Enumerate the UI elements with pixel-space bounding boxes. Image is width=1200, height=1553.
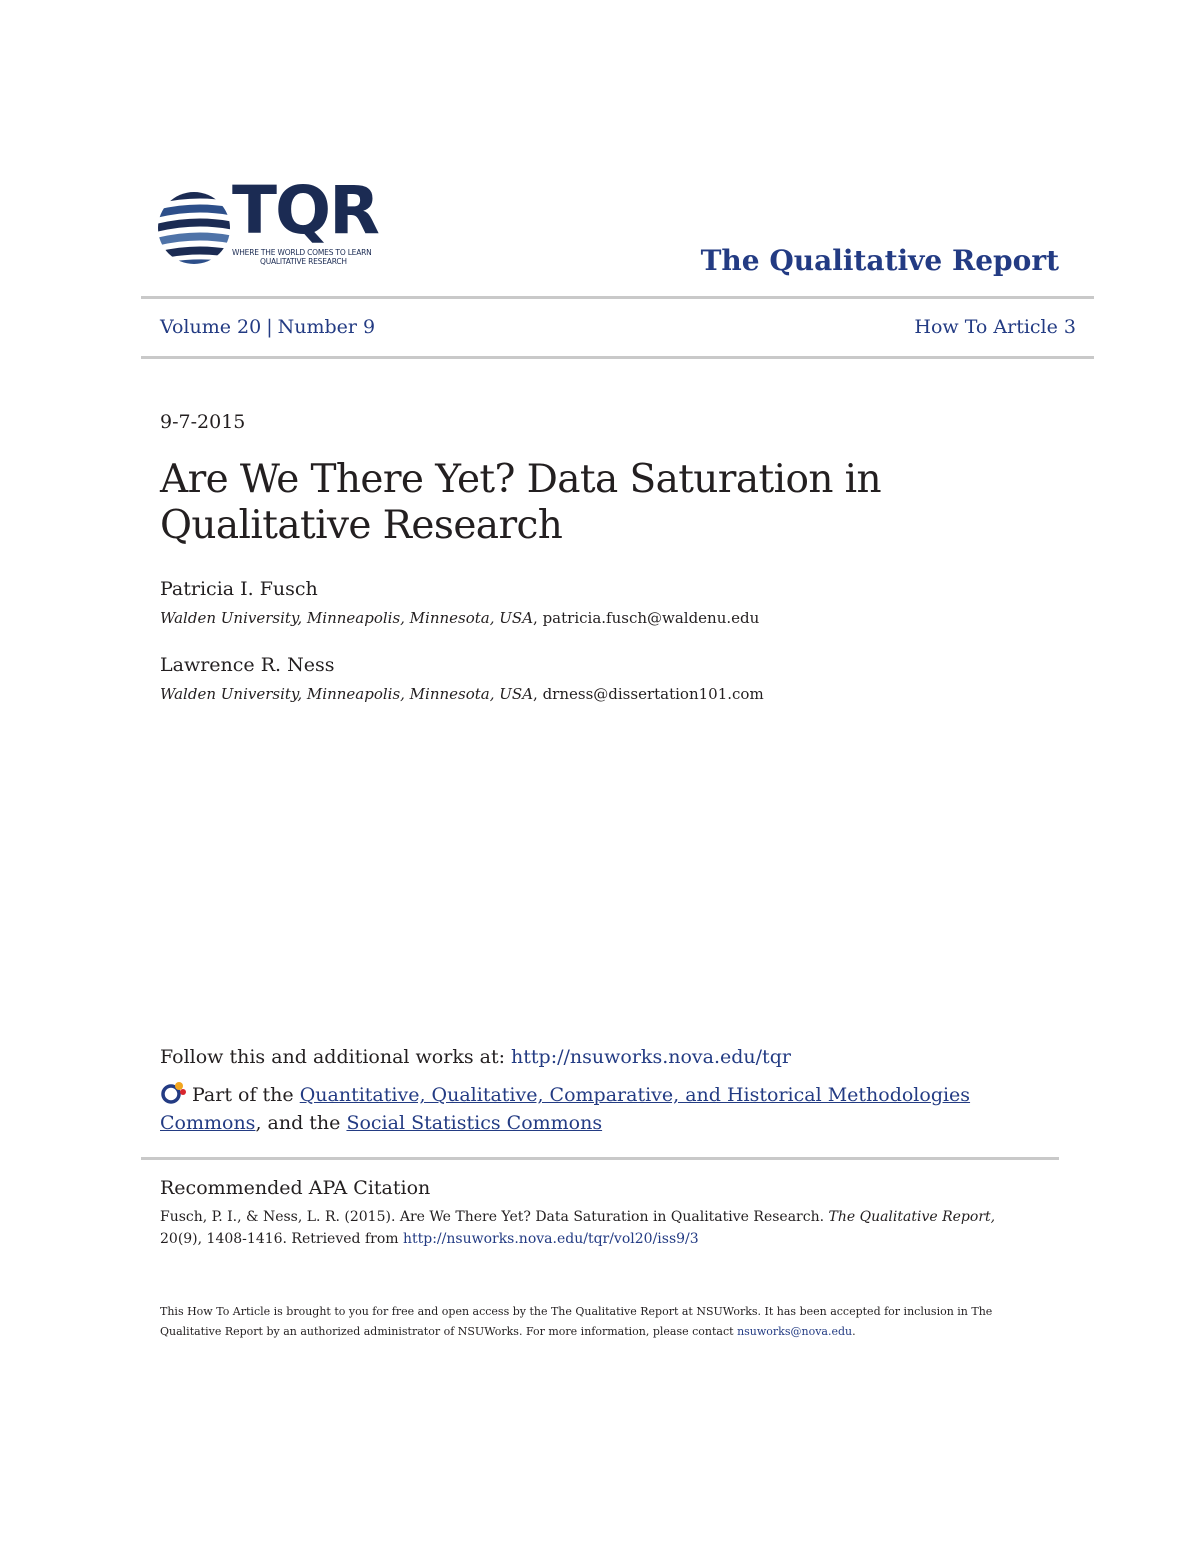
citation-rule [141, 1157, 1059, 1160]
header-rule-top [141, 296, 1094, 299]
contact-email-link[interactable]: nsuworks@nova.edu [737, 1325, 853, 1338]
article-type-link[interactable]: How To Article 3 [914, 316, 1076, 338]
citation-journal: The Qualitative Report, [828, 1209, 996, 1225]
author-name: Patricia I. Fusch [160, 578, 318, 600]
follow-line: Follow this and additional works at: http://nsuworks.nova.edu/tqr [160, 1046, 791, 1068]
author-affiliation: Walden University, Minneapolis, Minnesota, USA, drness@dissertation101.com [160, 685, 764, 703]
author-email: patricia.fusch@waldenu.edu [542, 609, 760, 627]
globe-icon [156, 186, 234, 270]
issue-separator: | [266, 316, 273, 338]
methodologies-commons-link[interactable]: Quantitative, Qualitative, Comparative, and Historical Methodologies Commons [160, 1084, 971, 1134]
logo-tagline: WHERE THE WORLD COMES TO LEARN QUALITATIVE RESEARCH [232, 248, 372, 266]
article-title: Are We There Yet? Data Saturation in Qualitative Research [160, 457, 882, 548]
tqr-logo [156, 172, 388, 276]
citation-text: Fusch, P. I., & Ness, L. R. (2015). Are We There Yet? Data Saturation in Qualitative Research. The Qualitative Report, 20(9), 1408-1416. Retrieved from http://nsuworks.nova.edu/tqr/vol20/iss9/3 [160, 1209, 996, 1247]
access-notice: This How To Article is brought to you for free and open access by the The Qualitative Report at NSUWorks. It has been accepted for inclusion in The Qualitative Report by an authorized administrator of NSUWorks. For more information, please contact nsuworks@nova.edu. [160, 1305, 993, 1338]
publication-date: 9-7-2015 [160, 411, 246, 433]
citation-heading: Recommended APA Citation [160, 1177, 431, 1199]
citation-link[interactable]: http://nsuworks.nova.edu/tqr/vol20/iss9/3 [402, 1231, 699, 1247]
issue-info [160, 316, 375, 338]
logo-wordmark: TQR [232, 172, 378, 249]
number-link[interactable]: Number 9 [277, 316, 376, 338]
header-rule-bottom [141, 356, 1094, 359]
author-name: Lawrence R. Ness [160, 654, 335, 676]
volume-link[interactable]: Volume 20 [160, 316, 262, 338]
bepress-commons-icon [160, 1081, 188, 1105]
journal-name: The Qualitative Report [700, 244, 1059, 277]
author-affiliation: Walden University, Minneapolis, Minnesota, USA, patricia.fusch@waldenu.edu [160, 609, 760, 627]
part-of-line: Part of the Quantitative, Qualitative, Comparative, and Historical Methodologies Commons, and the Social Statistics Commons [160, 1081, 1070, 1137]
social-statistics-commons-link[interactable]: Social Statistics Commons [346, 1112, 603, 1134]
author-email: drness@dissertation101.com [542, 685, 764, 703]
repository-link[interactable]: http://nsuworks.nova.edu/tqr [511, 1046, 791, 1068]
